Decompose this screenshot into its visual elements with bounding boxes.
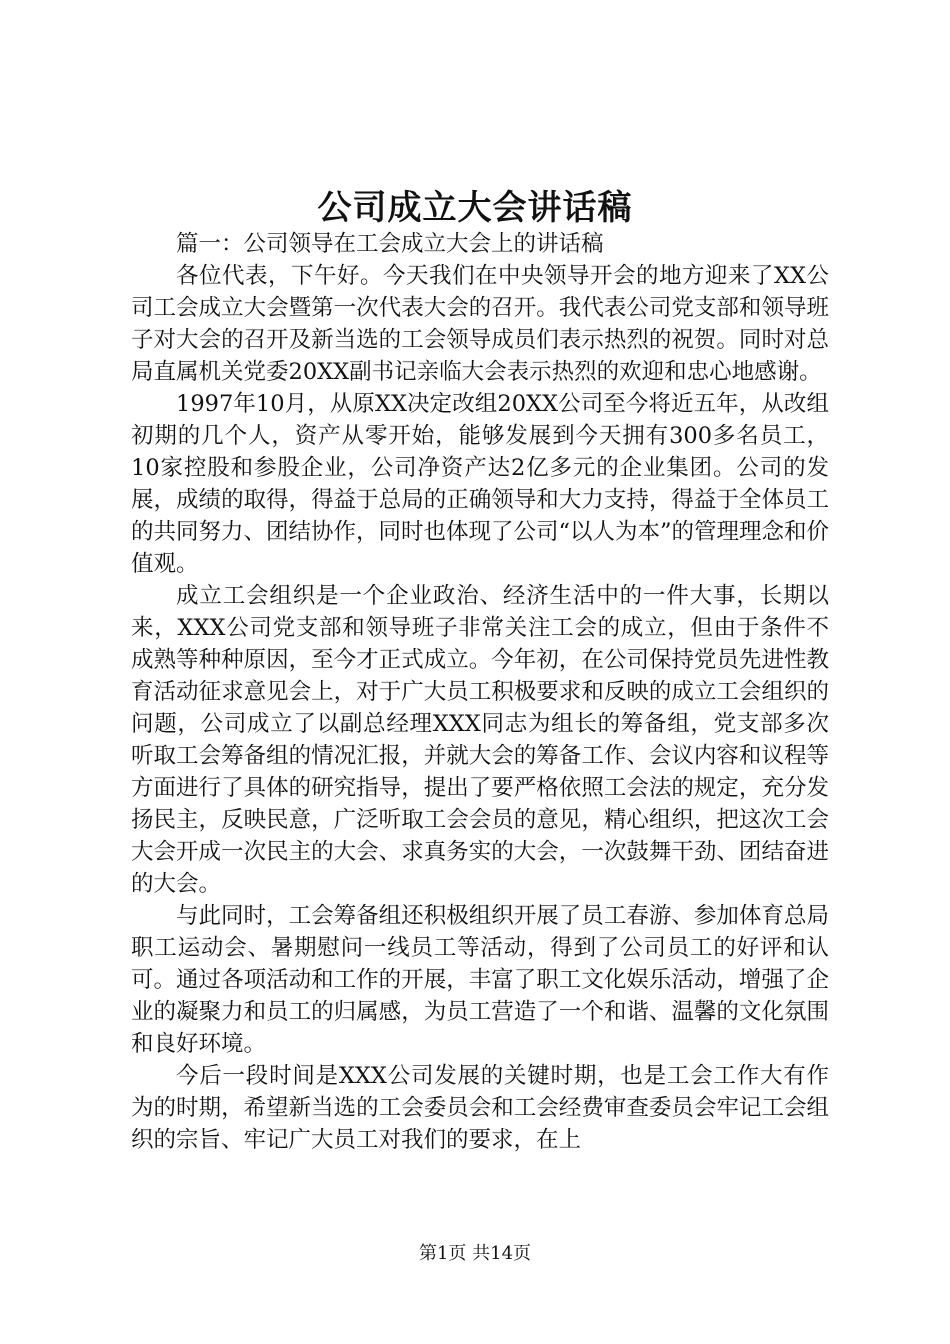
page-footer: 第1页 共14页 bbox=[418, 1243, 532, 1264]
paragraph: 今后一段时间是XXX公司发展的关键时期，也是工会工作大有作为的时期，希望新当选的工会委员会和工会经费审查委员会牢记工会组织的宗旨、牢记广大员工对我们的要求，在上 bbox=[131, 1063, 829, 1153]
paragraph: 各位代表，下午好。今天我们在中央领导开会的地方迎来了XX公司工会成立大会暨第一次代表大会的召开。我代表公司党支部和领导班子对大会的召开及新当选的工会领导成员们表示热烈的祝贺。同时对总局直属机关党委20XX副书记亲临大会表示热烈的欢迎和忠心地感谢。 bbox=[131, 263, 829, 385]
document-body bbox=[131, 228, 829, 1156]
document-title: 公司成立大会讲话稿 bbox=[317, 188, 633, 228]
paragraph: 成立工会组织是一个企业政治、经济生活中的一件大事，长期以来，XXX公司党支部和领导班子非常关注工会的成立，但由于条件不成熟等种种原因，至今才正式成立。今年初，在公司保持党员先进性教育活动征求意见会上，对于广大员工积极要求和反映的成立工会组织的问题，公司成立了以副总经理XXX同志为组长的筹备组，党支部多次听取工会筹备组的情况汇报，并就大会的筹备工作、会议内容和议程等方面进行了具体的研究指导，提出了要严格依照工会法的规定，充分发扬民主，反映民意，广泛听取工会会员的意见，精心组织，把这次工会大会开成一次民主的大会、求真务实的大会，一次鼓舞干劲、团结奋进的大会。 bbox=[131, 583, 829, 897]
paragraph: 1997年10月，从原XX决定改组20XX公司至今将近五年，从改组初期的几个人，资产从零开始，能够发展到今天拥有300多名员工，10家控股和参股企业，公司净资产达2亿多元的企业集团。公司的发展，成绩的取得，得益于总局的正确领导和大力支持，得益于全体员工的共同努力、团结协作，同时也体现了公司“以人为本”的管理理念和价值观。 bbox=[131, 391, 830, 577]
section-heading: 篇一：公司领导在工会成立大会上的讲话稿 bbox=[176, 231, 604, 257]
paragraph: 与此同时，工会筹备组还积极组织开展了员工春游、参加体育总局职工运动会、暑期慰问一线员工等活动，得到了公司员工的好评和认可。通过各项活动和工作的开展，丰富了职工文化娱乐活动，增强了企业的凝聚力和员工的归属感，为员工营造了一个和谐、温馨的文化氛围和良好环境。 bbox=[131, 903, 829, 1057]
